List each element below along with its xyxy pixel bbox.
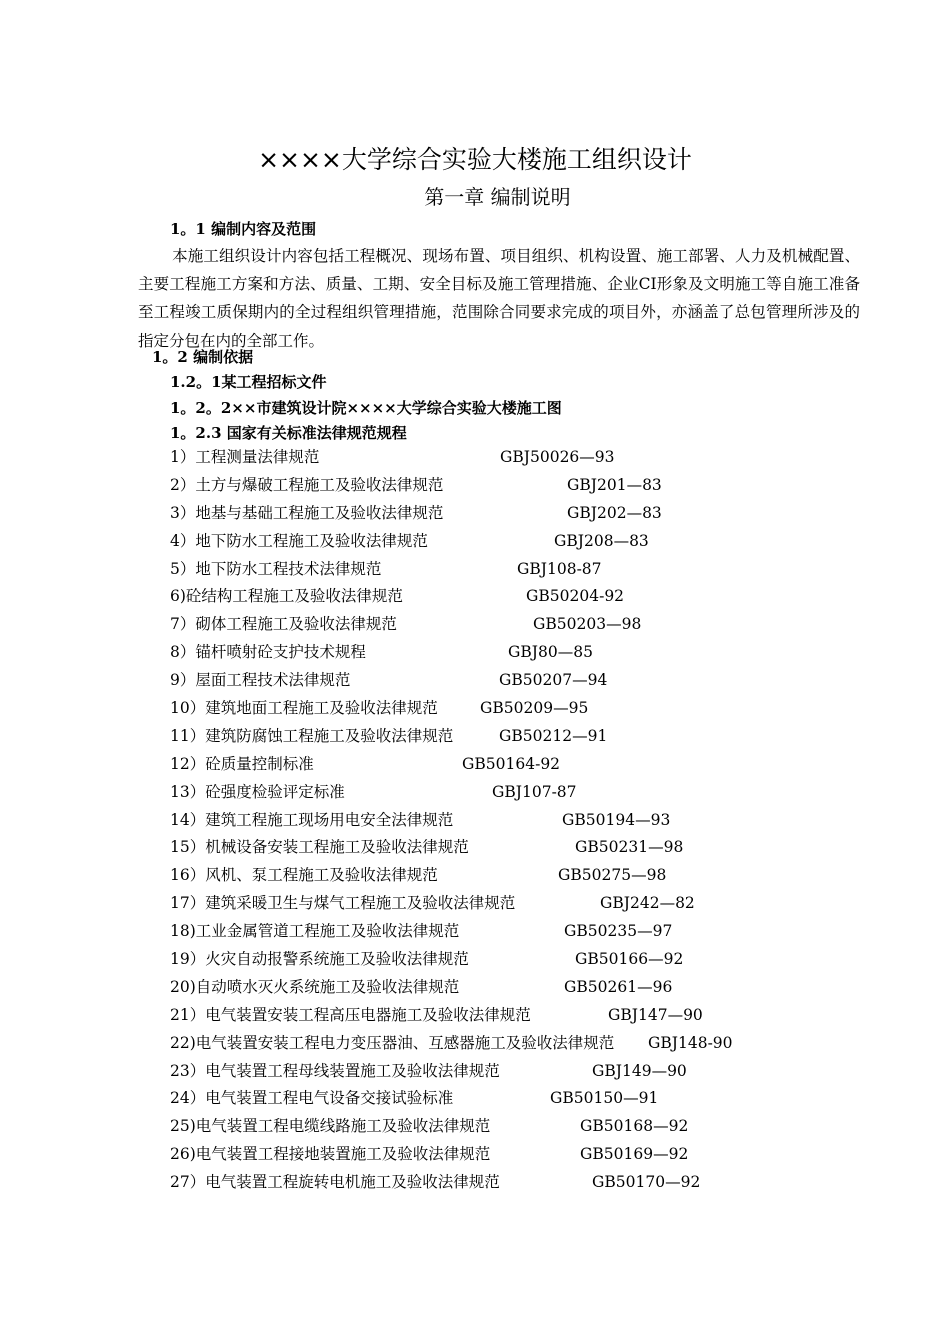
standard-name: 19）火灾自动报警系统施工及验收法律规范 [170, 950, 469, 969]
standard-item [170, 1085, 870, 1113]
standard-name: 7）砌体工程施工及验收法律规范 [170, 615, 397, 634]
standard-name: 5）地下防水工程技术法律规范 [170, 559, 382, 578]
standard-name: 26)电气装置工程接地装置施工及验收法律规范 [170, 1145, 491, 1164]
standard-name: 10）建筑地面工程施工及验收法律规范 [170, 699, 438, 718]
standard-code: GBJ108-87 [517, 559, 602, 578]
standard-code: GB50209—95 [480, 699, 589, 718]
standard-item [170, 1141, 870, 1169]
standard-item [170, 472, 870, 500]
standard-name: 4）地下防水工程施工及验收法律规范 [170, 531, 428, 550]
standard-name: 18)工业金属管道工程施工及验收法律规范 [170, 922, 460, 941]
standard-code: GB50275—98 [558, 866, 667, 885]
standard-code: GB50150—91 [550, 1089, 659, 1108]
standard-code: GBJ147—90 [608, 1005, 703, 1024]
section-heading-1-2-1: 1.2。1某工程招标文件 [170, 373, 327, 391]
standard-code: GBJ50026—93 [500, 448, 615, 466]
standard-name: 2）土方与爆破工程施工及验收法律规范 [170, 475, 444, 494]
standard-code: GBJ149—90 [592, 1061, 687, 1080]
standard-code: GBJ208—83 [554, 531, 649, 550]
standard-code: GBJ148-90 [648, 1033, 733, 1052]
standard-name: 22)电气装置安装工程电力变压器油、互感器施工及验收法律规范 [170, 1033, 615, 1052]
standard-item [170, 946, 870, 974]
standard-name: 12）砼质量控制标准 [170, 754, 314, 773]
standard-item [170, 751, 870, 779]
standard-name: 16）风机、泵工程施工及验收法律规范 [170, 866, 438, 885]
standard-item [170, 611, 870, 639]
standard-name: 27）电气装置工程旋转电机施工及验收法律规范 [170, 1173, 500, 1192]
standards-list [170, 444, 870, 1197]
standard-item [170, 500, 870, 528]
section-heading-1-2-3: 1。2.3 国家有关标准法律规范规程 [170, 424, 407, 442]
standard-code: GBJ201—83 [567, 475, 662, 494]
chapter-heading: 第一章 编制说明 [424, 185, 571, 209]
section-1-1-paragraph [138, 242, 860, 355]
standard-item [170, 583, 870, 611]
document-title: ××××大学综合实验大楼施工组织设计 [258, 145, 692, 174]
standard-name: 15）机械设备安装工程施工及验收法律规范 [170, 838, 469, 857]
standard-code: GB50235—97 [564, 922, 673, 941]
standard-item [170, 807, 870, 835]
standard-item [170, 890, 870, 918]
standard-item [170, 723, 870, 751]
standard-name: 9）屋面工程技术法律规范 [170, 671, 351, 690]
standard-name: 21）电气装置安装工程高压电器施工及验收法律规范 [170, 1005, 531, 1024]
standard-item [170, 667, 870, 695]
standard-name: 14）建筑工程施工现场用电安全法律规范 [170, 810, 454, 829]
standard-item [170, 1058, 870, 1086]
standard-name: 25)电气装置工程电缆线路施工及验收法律规范 [170, 1117, 491, 1136]
standard-name: 23）电气装置工程母线装置施工及验收法律规范 [170, 1061, 500, 1080]
standard-name: 1）工程测量法律规范 [170, 448, 320, 466]
standard-code: GBJ202—83 [567, 503, 662, 522]
standard-name: 17）建筑采暖卫生与煤气工程施工及验收法律规范 [170, 894, 516, 913]
standard-item [170, 556, 870, 584]
standard-item [170, 639, 870, 667]
standard-item [170, 779, 870, 807]
standard-item [170, 974, 870, 1002]
standard-item [170, 695, 870, 723]
standard-code: GB50164-92 [462, 754, 561, 773]
standard-item [170, 862, 870, 890]
standard-item [170, 1169, 870, 1197]
standard-item [170, 834, 870, 862]
standard-code: GB50170—92 [592, 1173, 701, 1192]
standard-name: 3）地基与基础工程施工及验收法律规范 [170, 503, 444, 522]
standard-item [170, 444, 870, 472]
section-heading-1-2-2: 1。2。2××市建筑设计院××××大学综合实验大楼施工图 [170, 399, 562, 417]
standard-code: GB50166—92 [575, 950, 684, 969]
standard-name: 20)自动喷水灭火系统施工及验收法律规范 [170, 977, 460, 996]
standard-code: GB50194—93 [562, 810, 671, 829]
section-heading-1-2: 1。2 编制依据 [152, 348, 254, 366]
standard-item [170, 1113, 870, 1141]
standard-code: GB50212—91 [499, 726, 608, 745]
section-1-1-text: 本施工组织设计内容包括工程概况、现场布置、项目组织、机构设置、施工部署、人力及机械配置、主要工程施工方案和方法、质量、工期、安全目标及施工管理措施、企业CI形象及文明施工等自施工准备至工程竣工质保期内的全过程组织管理措施，范围除合同要求完成的项目外，亦涵盖了总包管理所涉及的指定分包在内的全部工作。 [138, 247, 860, 350]
standard-item [170, 1002, 870, 1030]
standard-name: 6)砼结构工程施工及验收法律规范 [170, 587, 403, 606]
standard-code: GBJ107-87 [492, 782, 577, 801]
standard-code: GB50203—98 [533, 615, 642, 634]
standard-item [170, 1030, 870, 1058]
standard-item [170, 528, 870, 556]
standard-code: GB50231—98 [575, 838, 684, 857]
section-heading-1-1: 1。1 编制内容及范围 [170, 220, 317, 238]
standard-code: GBJ242—82 [600, 894, 695, 913]
standard-code: GB50168—92 [580, 1117, 689, 1136]
standard-name: 24）电气装置工程电气设备交接试验标准 [170, 1089, 454, 1108]
standard-item [170, 918, 870, 946]
standard-name: 11）建筑防腐蚀工程施工及验收法律规范 [170, 726, 454, 745]
standard-name: 8）锚杆喷射砼支护技术规程 [170, 643, 366, 662]
standard-code: GB50261—96 [564, 977, 673, 996]
standard-code: GBJ80—85 [508, 643, 593, 662]
standard-code: GB50169—92 [580, 1145, 689, 1164]
standard-code: GB50207—94 [499, 671, 608, 690]
standard-name: 13）砼强度检验评定标准 [170, 782, 345, 801]
standard-code: GB50204-92 [526, 587, 625, 606]
